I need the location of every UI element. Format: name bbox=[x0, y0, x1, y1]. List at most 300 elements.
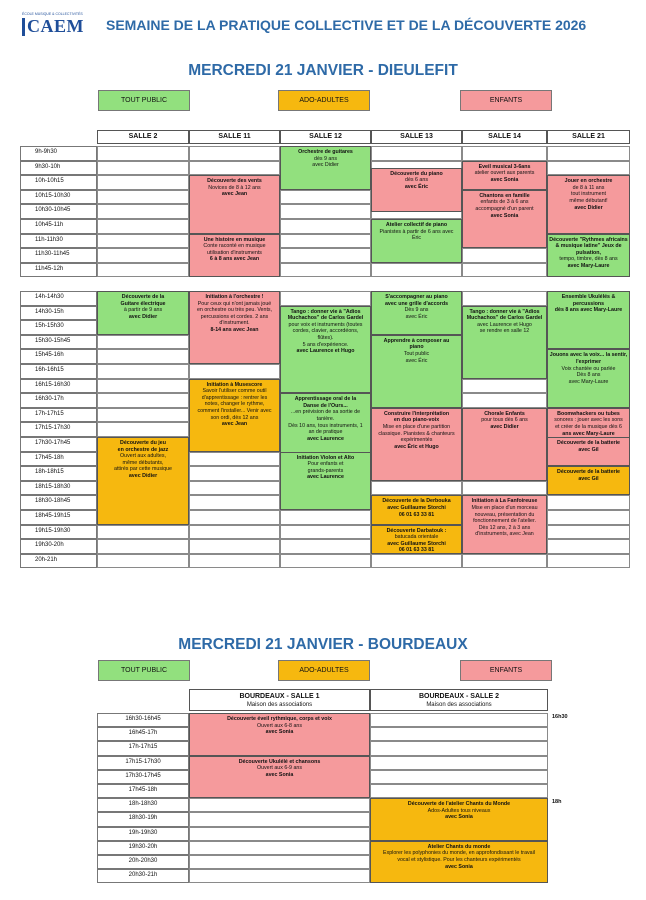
room-location: Maison des associations bbox=[426, 702, 492, 708]
empty-cell bbox=[97, 379, 189, 394]
time-slot: 16h30-17h bbox=[20, 393, 97, 408]
time-slot: 11h45-12h bbox=[20, 263, 97, 278]
event-line: Muchachos" de Carlos Gardel bbox=[287, 315, 364, 322]
event-line: Dès 8 ans bbox=[576, 372, 601, 379]
event-line: piano bbox=[409, 344, 424, 351]
event-line: d'apprentissage : rentrer les bbox=[201, 394, 268, 401]
event-line: Découverte éveil rythmique, corps et voix bbox=[227, 716, 332, 722]
event-line: attirés par cette musique bbox=[114, 466, 172, 473]
activity-block bbox=[280, 452, 371, 510]
event-line: Guitare électrique bbox=[120, 300, 166, 307]
event-line: batucada orientale bbox=[394, 534, 439, 541]
empty-cell bbox=[371, 554, 462, 569]
activity-block bbox=[371, 291, 462, 335]
legend-tout-public: TOUT PUBLIC bbox=[98, 90, 190, 111]
empty-cell bbox=[280, 234, 371, 249]
empty-cell bbox=[280, 554, 371, 569]
room-header: SALLE 2 bbox=[97, 130, 189, 144]
empty-cell bbox=[189, 812, 370, 826]
time-slot: 18h45-19h15 bbox=[20, 510, 97, 525]
empty-cell bbox=[189, 869, 370, 883]
empty-cell bbox=[280, 525, 371, 540]
event-line: Initiation à l'orchestre ! bbox=[205, 294, 264, 300]
event-line: Découverte de la batterie bbox=[557, 440, 620, 446]
empty-cell bbox=[189, 452, 280, 467]
time-slot: 20h-20h30 bbox=[97, 855, 189, 869]
event-line: avec Éric bbox=[404, 184, 429, 191]
empty-cell bbox=[547, 525, 630, 540]
activity-block bbox=[280, 306, 371, 394]
event-line: Une histoire en musique bbox=[203, 236, 266, 243]
event-line: Apprentissage oral de la bbox=[294, 396, 357, 403]
empty-cell bbox=[97, 349, 189, 364]
activity-block bbox=[280, 146, 371, 190]
event-line: Découverte des vents bbox=[207, 178, 262, 185]
time-slot: 16h-16h15 bbox=[20, 364, 97, 379]
event-line: Tango : donner vie à "Adios bbox=[469, 308, 540, 315]
empty-cell bbox=[189, 510, 280, 525]
event-line: dès 9 ans bbox=[314, 155, 337, 162]
event-line: avec Éric et Hugo bbox=[394, 443, 439, 450]
event-line: 8-14 ans avec Jean bbox=[210, 326, 259, 333]
activity-block bbox=[371, 495, 462, 524]
time-slot: 10h-10h15 bbox=[20, 175, 97, 190]
activity-block bbox=[189, 234, 280, 278]
event-line: comment l'installer... Venir avec bbox=[197, 407, 272, 414]
event-line: Initiation à Musescore bbox=[206, 381, 263, 388]
empty-cell bbox=[97, 554, 189, 569]
time-slot: 17h45-18h bbox=[97, 784, 189, 798]
time-slot: 19h30-20h bbox=[20, 539, 97, 554]
event-line: avec Sonia bbox=[445, 863, 473, 870]
event-line: avec Laurence bbox=[307, 474, 344, 481]
activity-block bbox=[371, 408, 462, 481]
time-slot: 10h30-10h45 bbox=[20, 204, 97, 219]
logo-bar bbox=[22, 18, 25, 36]
caem-logo bbox=[22, 12, 100, 38]
time-slot: 17h30-17h45 bbox=[20, 437, 97, 452]
event-line: avec Mary-Laure bbox=[567, 262, 610, 269]
room-header bbox=[370, 689, 548, 711]
legend-enfants: ENFANTS bbox=[460, 90, 552, 111]
event-line: avec Sonia bbox=[445, 814, 473, 821]
activity-block bbox=[189, 175, 280, 233]
activity-block bbox=[462, 161, 547, 190]
empty-cell bbox=[97, 525, 189, 540]
event-line: Explorer les polyphonies du monde, en approfondissant le travail bbox=[383, 850, 535, 857]
activity-block bbox=[370, 841, 548, 884]
time-slot: 10h45-11h bbox=[20, 219, 97, 234]
event-line: accompagné d'un parent bbox=[475, 205, 534, 212]
activity-block bbox=[189, 379, 280, 452]
time-slot: 17h-17h15 bbox=[20, 408, 97, 423]
event-line: vocal et stylistique. Pour les chanteurs expérimentés bbox=[397, 856, 521, 863]
room-name: BOURDEAUX - SALLE 2 bbox=[418, 693, 500, 700]
empty-cell bbox=[371, 481, 462, 496]
event-line: avec Sonia bbox=[490, 212, 519, 219]
empty-cell bbox=[462, 248, 547, 263]
event-line: Découverte de la bbox=[121, 294, 165, 300]
event-line: expérimentés bbox=[400, 437, 433, 444]
empty-cell bbox=[189, 495, 280, 510]
empty-cell bbox=[97, 408, 189, 423]
event-line: Apprendre à composer au bbox=[383, 337, 450, 344]
event-line: cordes, clavier, accordéons, bbox=[292, 328, 359, 335]
empty-cell bbox=[280, 510, 371, 525]
dieulefit-title: MERCREDI 21 JANVIER - DIEULEFIT bbox=[188, 62, 458, 79]
time-slot: 18h-18h30 bbox=[97, 798, 189, 812]
activity-block bbox=[97, 437, 189, 525]
event-line: Dès 10 ans, tous instruments, 1 bbox=[288, 422, 363, 429]
document-title: SEMAINE DE LA PRATIQUE COLLECTIVE ET DE LA DÉCOUVERTE 2026 bbox=[106, 17, 587, 33]
empty-cell bbox=[462, 393, 547, 408]
empty-cell bbox=[547, 161, 630, 176]
empty-cell bbox=[97, 190, 189, 205]
event-line: grands-parents bbox=[307, 467, 344, 474]
empty-cell bbox=[462, 554, 547, 569]
bourdeaux-title: MERCREDI 21 JANVIER - BOURDEAUX bbox=[178, 636, 468, 653]
event-line: avec Éric bbox=[405, 313, 428, 320]
event-line: Jouer en orchestre bbox=[564, 178, 613, 185]
event-line: avec Laurence bbox=[307, 435, 344, 442]
event-line: Danse de l'Ours... bbox=[303, 402, 348, 409]
time-slot: 15h45-16h bbox=[20, 349, 97, 364]
event-line: Éric bbox=[411, 235, 422, 242]
event-line: Dès 12 ans, 2 à 3 ans bbox=[478, 524, 531, 531]
time-slot: 14h-14h30 bbox=[20, 291, 97, 306]
activity-block bbox=[547, 291, 630, 349]
event-line: de 8 à 11 ans bbox=[572, 184, 605, 191]
event-line: d'instruments, avec Jean bbox=[475, 531, 534, 538]
activity-block bbox=[462, 408, 547, 481]
event-line: Tango : donner vie à "Adios bbox=[290, 308, 361, 315]
event-line: 6 à 8 ans avec Jean bbox=[209, 256, 260, 263]
time-slot: 10h15-10h30 bbox=[20, 190, 97, 205]
empty-cell bbox=[370, 713, 548, 727]
time-slot: 9h30-10h bbox=[20, 161, 97, 176]
event-line: en duo piano-voix bbox=[393, 417, 440, 424]
empty-cell bbox=[97, 234, 189, 249]
event-line: avec Didier bbox=[128, 313, 158, 320]
event-line: avec Sonia bbox=[265, 771, 294, 778]
time-slot: 18h30-18h45 bbox=[20, 495, 97, 510]
empty-cell bbox=[97, 219, 189, 234]
event-line: Découverte Darbatouk : bbox=[386, 527, 447, 534]
time-slot: 18h15-18h30 bbox=[20, 481, 97, 496]
empty-cell bbox=[97, 422, 189, 437]
event-line: Dès 9 ans bbox=[404, 307, 429, 314]
empty-cell bbox=[97, 364, 189, 379]
event-line: Chantons en famille bbox=[479, 192, 530, 199]
empty-cell bbox=[97, 335, 189, 350]
event-line: pour voix et instruments (toutes bbox=[288, 321, 363, 328]
activity-block bbox=[189, 713, 370, 756]
activity-block bbox=[547, 234, 630, 278]
event-line: avec Laurence et Hugo bbox=[296, 348, 355, 355]
empty-cell bbox=[462, 481, 547, 496]
event-line: dès 8 ans avec Mary-Laure bbox=[554, 307, 623, 314]
time-slot: 18h30-19h bbox=[97, 812, 189, 826]
empty-cell bbox=[547, 495, 630, 510]
room-header bbox=[189, 689, 370, 711]
empty-cell bbox=[97, 263, 189, 278]
time-slot: 16h45-17h bbox=[97, 727, 189, 741]
event-line: avec Guillaume Storchi bbox=[387, 504, 446, 511]
event-line: à partir de 9 ans bbox=[123, 307, 163, 314]
event-line: Découverte de la Derbouka bbox=[382, 498, 451, 505]
event-line: avec Gil bbox=[578, 446, 599, 453]
empty-cell bbox=[189, 161, 280, 176]
empty-cell bbox=[462, 146, 547, 161]
event-line: S'accompagner au piano bbox=[385, 294, 448, 300]
empty-cell bbox=[189, 525, 280, 540]
event-line: Découverte Ukulélé et chansons bbox=[238, 758, 321, 765]
empty-cell bbox=[97, 539, 189, 554]
activity-block bbox=[462, 495, 547, 553]
empty-cell bbox=[189, 827, 370, 841]
event-line: avec Didier bbox=[490, 423, 519, 430]
event-line: Pour enfants et bbox=[307, 461, 344, 468]
event-line: Construire l'interprétation bbox=[383, 410, 450, 417]
empty-cell bbox=[189, 146, 280, 161]
event-line: d'instrument. bbox=[219, 320, 250, 327]
empty-cell bbox=[189, 798, 370, 812]
event-line: Ouvert aux 6-9 ans bbox=[256, 765, 303, 772]
legend-enfants-b: ENFANTS bbox=[460, 660, 552, 681]
empty-cell bbox=[371, 146, 462, 161]
time-slot: 19h15-19h30 bbox=[20, 525, 97, 540]
empty-cell bbox=[462, 263, 547, 278]
event-line: Conte raconté en musique bbox=[203, 243, 266, 250]
time-slot: 19h-19h30 bbox=[97, 827, 189, 841]
activity-block bbox=[462, 190, 547, 248]
event-line: flûtes). bbox=[317, 334, 334, 341]
event-line: atelier ouvert aux parents bbox=[474, 170, 535, 177]
empty-cell bbox=[462, 291, 547, 306]
event-line: avec Éric bbox=[405, 357, 428, 364]
event-line: nouveau, présentation du bbox=[474, 511, 535, 518]
empty-cell bbox=[370, 727, 548, 741]
event-line: fonctionnement de l'atelier. bbox=[473, 518, 536, 525]
event-line: en orchestre ou très peu. Vents, bbox=[196, 307, 273, 314]
legend-ado-adultes: ADO-ADULTES bbox=[278, 90, 370, 111]
time-slot: 17h30-17h45 bbox=[97, 770, 189, 784]
time-slot: 9h-9h30 bbox=[20, 146, 97, 161]
event-line: avec Sonia bbox=[265, 729, 294, 736]
room-name: BOURDEAUX - SALLE 1 bbox=[239, 693, 320, 700]
time-slot: 11h-11h30 bbox=[20, 234, 97, 249]
event-line: avec Laurence et Hugo bbox=[477, 321, 532, 328]
event-line: Tout public bbox=[403, 350, 430, 357]
event-line: et créer de la musique dès 6 bbox=[555, 423, 622, 430]
time-slot: 16h15-16h30 bbox=[20, 379, 97, 394]
event-line: Eveil musical 3-6ans bbox=[478, 163, 531, 170]
event-line: Découverte du piano bbox=[390, 170, 443, 177]
empty-cell bbox=[189, 554, 280, 569]
activity-block bbox=[547, 437, 630, 466]
event-line: Chorale Enfants bbox=[484, 410, 525, 417]
event-line: même débutants, bbox=[122, 459, 164, 466]
empty-cell bbox=[189, 855, 370, 869]
event-line: ...en prévision de sa sortie de bbox=[290, 409, 361, 416]
empty-cell bbox=[189, 539, 280, 554]
event-line: avec Didier bbox=[312, 162, 339, 169]
event-line: avec Didier bbox=[574, 204, 603, 211]
event-line: Mise en place d'un morceau bbox=[471, 504, 538, 511]
empty-cell bbox=[371, 263, 462, 278]
time-slot: 16h30-16h45 bbox=[97, 713, 189, 727]
time-slot: 17h15-17h30 bbox=[20, 422, 97, 437]
event-line: Muchachos" de Carlos Gardel bbox=[466, 315, 543, 322]
time-slot: 17h45-18h bbox=[20, 452, 97, 467]
empty-cell bbox=[280, 190, 371, 205]
event-line: tempo, timbre, dès 8 ans bbox=[559, 256, 618, 263]
empty-cell bbox=[189, 466, 280, 481]
event-line: tanière. bbox=[316, 415, 335, 422]
empty-cell bbox=[370, 784, 548, 798]
event-line: même débutant! bbox=[569, 197, 608, 204]
event-line: en orchestre de jazz bbox=[117, 446, 169, 453]
event-line: Jouons avec la voix... la sentir, l'exprimer bbox=[549, 352, 628, 365]
empty-cell bbox=[97, 204, 189, 219]
activity-block bbox=[370, 798, 548, 841]
room-location: Maison des associations bbox=[246, 702, 313, 708]
event-line: notes, changer le rythme, bbox=[204, 401, 265, 408]
event-line: percussions et cordes. 2 ans bbox=[200, 313, 269, 320]
event-line: Découverte du jeu bbox=[120, 440, 166, 446]
event-line: Ados-Adultes tous niveaux bbox=[427, 807, 491, 814]
activity-block bbox=[189, 291, 280, 364]
empty-cell bbox=[280, 204, 371, 219]
event-line: 06 01 63 33 81 bbox=[398, 511, 435, 518]
empty-cell bbox=[370, 756, 548, 770]
event-line: avec Didier bbox=[128, 472, 158, 479]
event-line: Initiation à La Fanfoireuse bbox=[471, 498, 538, 505]
time-slot: 14h30-15h bbox=[20, 306, 97, 321]
event-line: Atelier collectif de piano bbox=[385, 222, 448, 228]
event-line: pour tous dès 6 ans bbox=[481, 417, 528, 424]
event-line: Mise en place d'une partition bbox=[382, 423, 451, 430]
room-header: SALLE 21 bbox=[547, 130, 630, 144]
room-header: SALLE 11 bbox=[189, 130, 280, 144]
event-line: utilisation d'instruments bbox=[207, 249, 262, 256]
empty-cell bbox=[97, 393, 189, 408]
room-header: SALLE 12 bbox=[280, 130, 371, 144]
event-line: Découverte de l'atelier Chants du Monde bbox=[407, 801, 511, 808]
legend-ado-adultes-b: ADO-ADULTES bbox=[278, 660, 370, 681]
time-slot: 15h-15h30 bbox=[20, 320, 97, 335]
activity-block bbox=[547, 175, 630, 233]
empty-cell bbox=[97, 248, 189, 263]
event-line: Découverte de la batterie bbox=[557, 469, 620, 476]
activity-block bbox=[547, 466, 630, 495]
activity-block bbox=[547, 349, 630, 407]
event-line: se rendre en salle 12 bbox=[479, 328, 530, 335]
event-line: avec une grille d'accords bbox=[384, 300, 449, 307]
event-line: avec Guillaume Storchi bbox=[387, 540, 446, 547]
empty-cell bbox=[189, 364, 280, 379]
event-line: ans avec Mary-Laure bbox=[562, 430, 615, 437]
activity-block bbox=[97, 291, 189, 335]
empty-cell bbox=[547, 554, 630, 569]
event-line: Ensemble Ukulélés & bbox=[561, 294, 616, 300]
logo-text: CAEM bbox=[27, 16, 84, 36]
event-line: avec Mary-Laure bbox=[568, 378, 609, 385]
empty-cell bbox=[97, 146, 189, 161]
event-line: son ordi, dès 12 ans bbox=[210, 414, 259, 421]
empty-cell bbox=[280, 248, 371, 263]
empty-cell bbox=[97, 175, 189, 190]
room-header: SALLE 14 bbox=[462, 130, 547, 144]
time-slot: 18h-18h15 bbox=[20, 466, 97, 481]
logo-subtext: ÉCOLE MUSIQUE & COLLECTIVITÉS bbox=[22, 12, 83, 16]
empty-cell bbox=[370, 770, 548, 784]
time-slot: 19h30-20h bbox=[97, 841, 189, 855]
time-slot: 17h15-17h30 bbox=[97, 756, 189, 770]
activity-block bbox=[371, 168, 462, 212]
time-slot: 20h-21h bbox=[20, 554, 97, 569]
event-line: enfants de 3 à 6 ans bbox=[480, 199, 529, 206]
event-line: avec Jean bbox=[221, 421, 248, 428]
event-line: 06 01 63 33 81 bbox=[398, 547, 435, 554]
event-line: Boomwhackers ou tubes bbox=[557, 410, 620, 417]
activity-block bbox=[462, 306, 547, 379]
event-line: avec Sonia bbox=[490, 176, 519, 183]
event-line: Atelier Chants du monde bbox=[427, 843, 491, 850]
event-line: Orchestre de guitares bbox=[298, 149, 353, 155]
room-header: SALLE 13 bbox=[371, 130, 462, 144]
event-line: Pour ceux qui n'ont jamais joué bbox=[197, 300, 272, 307]
event-line: avec Jean bbox=[221, 191, 248, 198]
event-line: percussions bbox=[572, 300, 605, 307]
empty-cell bbox=[547, 510, 630, 525]
empty-cell bbox=[370, 741, 548, 755]
time-slot: 15h30-15h45 bbox=[20, 335, 97, 350]
empty-cell bbox=[280, 263, 371, 278]
event-line: Ouvert aux 6-8 ans bbox=[256, 722, 303, 729]
activity-block bbox=[371, 335, 462, 408]
event-line: Découverte "Rythmes africains & musique latine" Jeux de pulsation, bbox=[549, 236, 628, 256]
event-line: Pianistes à partir de 6 ans avec bbox=[379, 228, 454, 235]
empty-cell bbox=[280, 539, 371, 554]
event-line: 5 ans d'expérience. bbox=[302, 341, 349, 348]
event-line: tout instrument bbox=[570, 191, 607, 198]
event-line: classique. Pianistes & chanteurs bbox=[378, 430, 455, 437]
side-time-label: 18h bbox=[552, 799, 562, 806]
event-line: Initiation Violon et Alto bbox=[296, 454, 355, 461]
event-line: Ouvert aux adultes, bbox=[120, 453, 166, 460]
legend-tout-public-b: TOUT PUBLIC bbox=[98, 660, 190, 681]
time-slot: 20h30-21h bbox=[97, 869, 189, 883]
event-line: an de pratique bbox=[308, 429, 343, 436]
empty-cell bbox=[280, 291, 371, 306]
empty-cell bbox=[189, 481, 280, 496]
event-line: Savoir l'utiliser comme outil bbox=[202, 388, 267, 395]
activity-block bbox=[189, 756, 370, 799]
empty-cell bbox=[97, 161, 189, 176]
activity-block bbox=[371, 525, 462, 554]
event-line: Novices de 8 à 12 ans bbox=[208, 184, 261, 191]
event-line: dès 6 ans bbox=[405, 177, 428, 184]
event-line: Voix chantée ou parlée bbox=[561, 365, 616, 372]
time-slot: 17h-17h15 bbox=[97, 741, 189, 755]
empty-cell bbox=[547, 539, 630, 554]
empty-cell bbox=[280, 219, 371, 234]
event-line: avec Gil bbox=[578, 475, 599, 482]
empty-cell bbox=[462, 379, 547, 394]
side-time-label: 16h30 bbox=[552, 714, 568, 720]
empty-cell bbox=[189, 841, 370, 855]
